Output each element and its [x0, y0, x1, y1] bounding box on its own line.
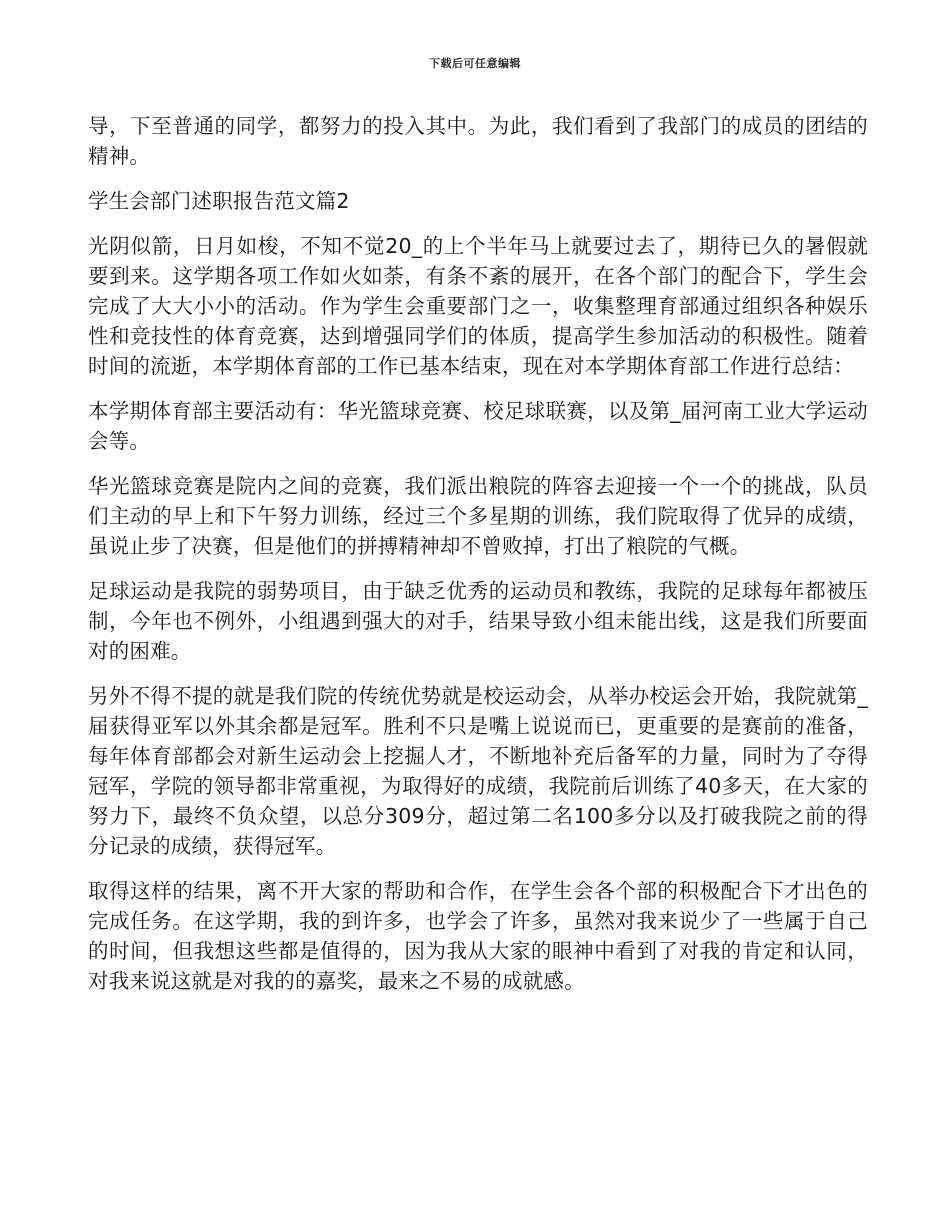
paragraph-sports-meet: 另外不得不提的就是我们院的传统优势就是校运动会，从举办校运会开始，我院就第_届获得亚军以外其余都是冠军。胜利不只是嘴上说说而已，更重要的是赛前的准备，每年体育部都会对新生运动会上挖掘人才，不断地补充后备军的力量，同时为了夺得冠军，学院的领导都非常重视，为取得好的成绩，我院前后训练了40多天，在大家的努力下，最终不负众望，以总分309分，超过第二名100多分以及打破我院之前的得分记录的成绩，获得冠军。	[88, 684, 868, 858]
paragraph-football: 足球运动是我院的弱势项目，由于缺乏优秀的运动员和教练，我院的足球每年都被压制，今年也不例外，小组遇到强大的对手，结果导致小组未能出线，这是我们所要面对的困难。	[88, 579, 868, 663]
paragraph-basketball: 华光篮球竞赛是院内之间的竞赛，我们派出粮院的阵容去迎接一个一个的挑战，队员们主动的早上和下午努力训练，经过三个多星期的训练，我们院取得了优异的成绩，虽说止步了决赛，但是他们的拼搏精神却不曾败掉，打出了粮院的气概。	[88, 474, 868, 558]
paragraph-conclusion: 取得这样的结果，离不开大家的帮助和合作，在学生会各个部的积极配合下才出色的完成任务。在这学期，我的到许多，也学会了许多，虽然对我来说少了一些属于自己的时间，但我想这些都是值得的，因为我从大家的眼神中看到了对我的肯定和认同，对我来说这就是对我的的嘉奖，最来之不易的成就感。	[88, 879, 868, 993]
section-heading: 学生会部门述职报告范文篇2	[88, 189, 350, 213]
paragraph-continuation: 导，下至普通的同学，都努力的投入其中。为此，我们看到了我部门的成员的团结的精神。	[88, 114, 868, 168]
paragraph-activities: 本学期体育部主要活动有：华光篮球竞赛、校足球联赛，以及第_届河南工业大学运动会等。	[88, 399, 868, 453]
document-body	[88, 111, 868, 1011]
paragraph-intro: 光阴似箭，日月如梭，不知不觉20_的上个半年马上就要过去了，期待已久的暑假就要到来。这学期各项工作如火如荼，有条不紊的展开，在各个部门的配合下，学生会完成了大大小小的活动。作为学生会重要部门之一，收集整理育部通过组织各种娱乐性和竞技性的体育竞赛，达到增强同学们的体质，提高学生参加活动的积极性。随着时间的流逝，本学期体育部的工作已基本结束，现在对本学期体育部工作进行总结：	[88, 234, 868, 378]
page-header: 下载后可任意编辑	[429, 57, 521, 70]
